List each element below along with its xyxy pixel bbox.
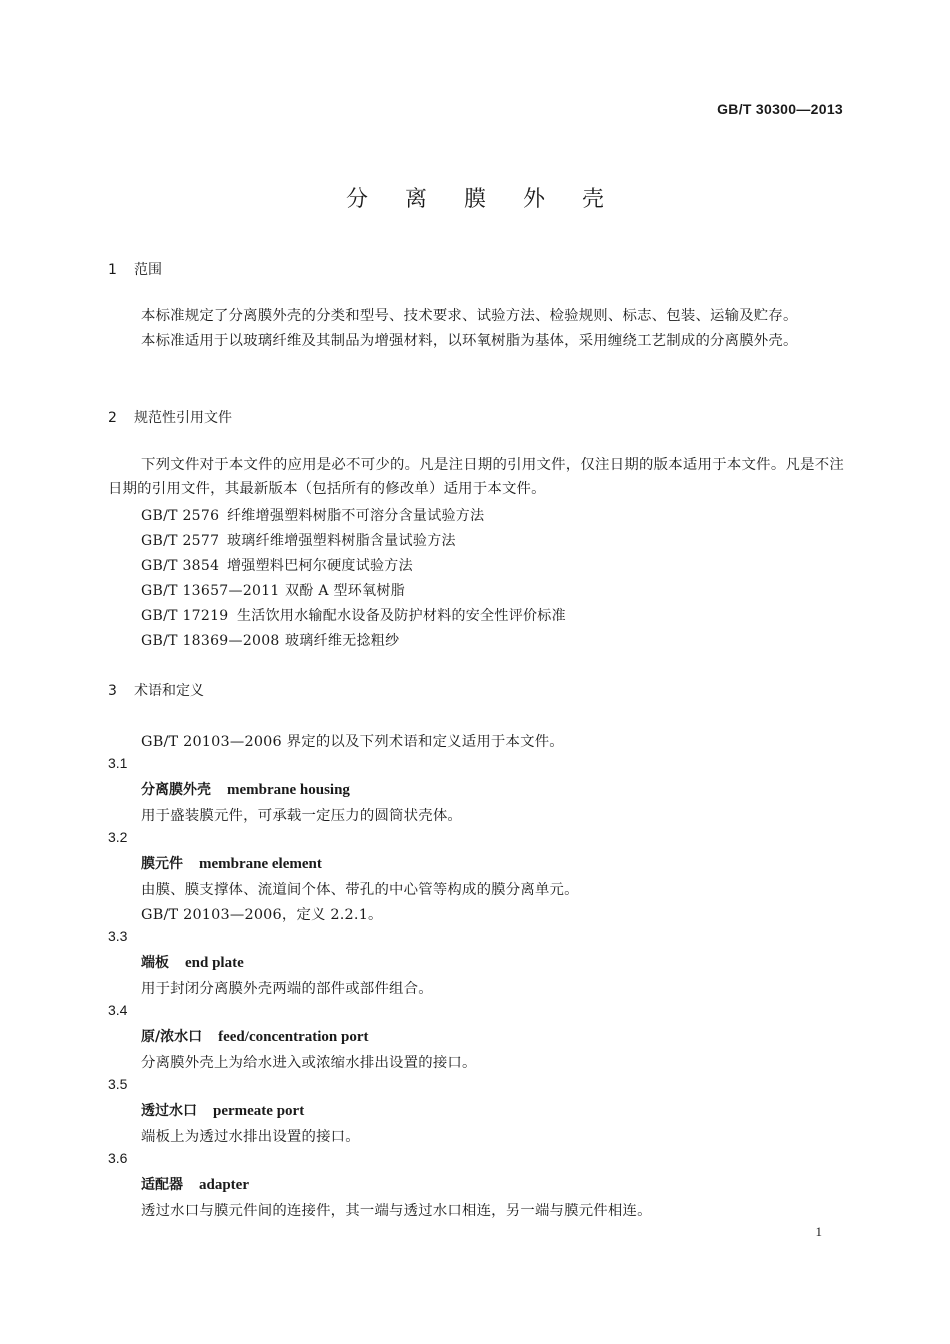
paragraph: 本标准适用于以玻璃纤维及其制品为增强材料，以环氧树脂为基体，采用缠绕工艺制成的分离膜外壳。: [141, 333, 798, 349]
section-heading-terms: [108, 680, 204, 700]
term-name: [141, 952, 244, 972]
reference-item: [141, 555, 413, 575]
term-number: 3.2: [108, 829, 128, 845]
reference-item: [141, 630, 399, 650]
term-name: [141, 853, 322, 873]
reference-item: [141, 530, 456, 550]
paragraph: 下列文件对于本文件的应用是必不可少的。凡是注日期的引用文件，仅注日期的版本适用于本文件。凡是不注日期的引用文件，其最新版本（包括所有的修改单）适用于本文件。: [108, 457, 844, 497]
term-source: GB/T 20103—2006，定义 2.2.1。: [141, 907, 383, 923]
reference-title: 纤维增强塑料树脂不可溶分含量试验方法: [227, 508, 485, 524]
reference-item: [141, 580, 405, 600]
reference-title: 玻璃纤维无捻粗纱: [285, 633, 400, 649]
paragraph: 本标准规定了分离膜外壳的分类和型号、技术要求、试验方法、检验规则、标志、包装、运输及贮存。: [141, 308, 798, 324]
section-title: 范围: [134, 262, 162, 278]
term-number: 3.4: [108, 1002, 128, 1018]
reference-code: GB/T 2577: [141, 533, 220, 549]
term-definition: 用于盛装膜元件，可承载一定压力的圆筒状壳体。: [141, 808, 462, 824]
section-title: 术语和定义: [134, 683, 204, 699]
section-title: 规范性引用文件: [134, 410, 232, 426]
term-name-en: feed/concentration port: [218, 1029, 369, 1045]
section-number: 2: [108, 410, 117, 426]
reference-item: [141, 605, 566, 625]
term-definition: 用于封闭分离膜外壳两端的部件或部件组合。: [141, 981, 433, 997]
term-definition: 端板上为透过水排出设置的接口。: [141, 1129, 360, 1145]
section-number: 3: [108, 683, 117, 699]
reference-code: GB/T 13657—2011: [141, 583, 280, 599]
term-number: 3.1: [108, 755, 128, 771]
section-heading-normative: [108, 407, 232, 427]
term-definition: 分离膜外壳上为给水进入或浓缩水排出设置的接口。: [141, 1055, 477, 1071]
term-number: 3.5: [108, 1076, 128, 1092]
reference-code: GB/T 17219: [141, 608, 229, 624]
reference-code: GB/T 18369—2008: [141, 633, 280, 649]
term-number: 3.6: [108, 1150, 128, 1166]
term-definition: 透过水口与膜元件间的连接件，其一端与透过水口相连，另一端与膜元件相连。: [141, 1203, 652, 1219]
terms-intro: GB/T 20103—2006 界定的以及下列术语和定义适用于本文件。: [141, 734, 564, 750]
term-name-zh: 膜元件: [141, 856, 183, 872]
document-title: 分 离 膜 外 壳: [346, 187, 619, 212]
standard-code: GB/T 30300—2013: [717, 101, 843, 117]
section-heading-scope: [108, 259, 162, 279]
reference-code: GB/T 2576: [141, 508, 220, 524]
term-name-en: membrane housing: [227, 782, 350, 798]
term-name: [141, 1100, 304, 1120]
term-name-zh: 透过水口: [141, 1103, 197, 1119]
term-name-en: end plate: [185, 955, 244, 971]
term-name-en: membrane element: [199, 856, 322, 872]
term-name: [141, 1174, 249, 1194]
reference-title: 增强塑料巴柯尔硬度试验方法: [227, 558, 413, 574]
page-number: 1: [815, 1224, 822, 1239]
term-name-zh: 原/浓水口: [141, 1029, 203, 1045]
term-name: [141, 1026, 369, 1046]
term-name-en: adapter: [199, 1177, 249, 1193]
reference-title: 生活饮用水输配水设备及防护材料的安全性评价标准: [237, 608, 566, 624]
section-number: 1: [108, 262, 117, 278]
reference-code: GB/T 3854: [141, 558, 220, 574]
term-name-zh: 端板: [141, 955, 169, 971]
reference-title: 玻璃纤维增强塑料树脂含量试验方法: [227, 533, 456, 549]
reference-item: [141, 505, 484, 525]
term-name-en: permeate port: [213, 1103, 305, 1119]
term-name: [141, 779, 350, 799]
term-name-zh: 分离膜外壳: [141, 782, 211, 798]
reference-title: 双酚 A 型环氧树脂: [285, 583, 406, 599]
term-name-zh: 适配器: [141, 1177, 183, 1193]
term-definition: 由膜、膜支撑体、流道间个体、带孔的中心管等构成的膜分离单元。: [141, 882, 579, 898]
term-number: 3.3: [108, 928, 128, 944]
